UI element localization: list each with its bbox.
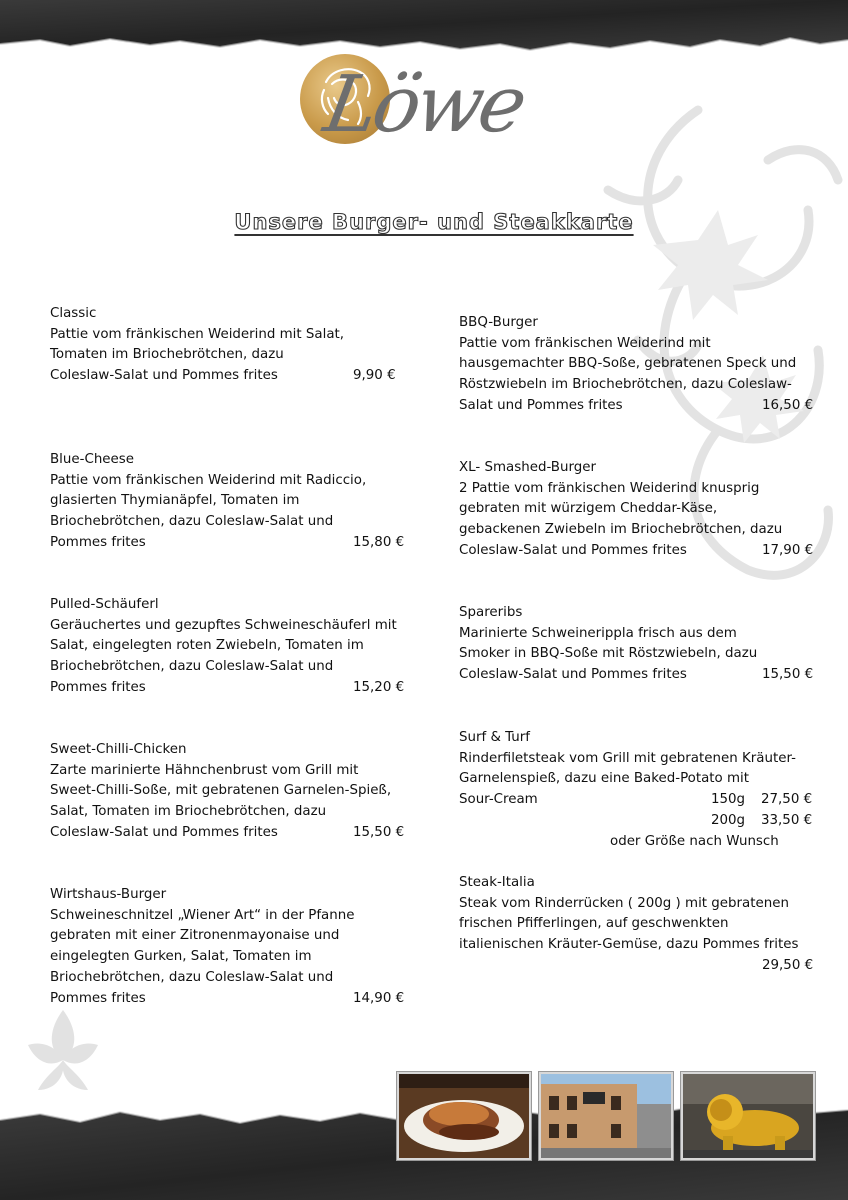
item-description-line: Salat und Pommes frites <box>459 397 623 413</box>
item-description-line: Schweineschnitzel „Wiener Art“ in der Pfanne <box>50 907 355 923</box>
item-description-line: Pommes frites <box>50 679 146 695</box>
item-description-line: Pattie vom fränkischen Weiderind mit <box>459 335 711 351</box>
item-description-line: Sour-Cream <box>459 792 538 808</box>
item-description-line: gebackenen Zwiebeln im Briochebrötchen, dazu <box>459 522 783 538</box>
menu-item-steak-italia <box>459 873 814 977</box>
item-size-note: oder Größe nach Wunsch <box>610 833 779 849</box>
item-description-line: Coleslaw-Salat und Pommes frites <box>459 542 687 558</box>
item-price: 15,50 € <box>353 824 405 840</box>
item-description-line: gebraten mit würzigem Cheddar-Käse, <box>459 501 718 517</box>
menu-item-xl-smashed-burger <box>459 458 814 562</box>
item-description-line: Rinderfiletsteak vom Grill mit gebratenen Kräuter- <box>459 750 796 766</box>
menu-item-wirtshaus-burger <box>50 885 405 1009</box>
item-description-line: eingelegten Gurken, Salat, Tomaten im <box>50 949 312 965</box>
item-price: 15,20 € <box>353 679 405 695</box>
item-name: Blue-Cheese <box>50 452 134 467</box>
logo-wordmark: Löwe <box>318 60 530 150</box>
item-name: Surf & Turf <box>459 730 531 745</box>
item-description-line: italienischen Kräuter-Gemüse, dazu Pommes frites <box>459 937 799 953</box>
menu-item-pulled-schaeuferl <box>50 595 405 699</box>
item-description-line: Salat, Tomaten im Briochebrötchen, dazu <box>50 804 327 820</box>
item-price: 14,90 € <box>353 990 405 1006</box>
item-price: 15,50 € <box>762 667 814 683</box>
item-description-line: frischen Pfifferlingen, auf geschwenkten <box>459 916 729 932</box>
item-name: Wirtshaus-Burger <box>50 887 167 902</box>
menu-item-sweet-chilli-chicken <box>50 740 405 844</box>
item-description-line: Steak vom Rinderrücken ( 200g ) mit gebratenen <box>459 895 789 911</box>
item-description-line: Sweet-Chilli-Soße, mit gebratenen Garnelen-Spieß, <box>50 783 392 799</box>
item-description-line: Zarte marinierte Hähnchenbrust vom Grill mit <box>50 762 359 778</box>
item-description-line: Coleslaw-Salat und Pommes frites <box>50 824 278 840</box>
item-price: 9,90 € <box>353 368 396 384</box>
item-name: BBQ-Burger <box>459 315 538 330</box>
item-description-line: glasierten Thymianäpfel, Tomaten im <box>50 493 300 509</box>
item-description-line: Briochebrötchen, dazu Coleslaw-Salat und <box>50 969 334 985</box>
item-description-line: Smoker in BBQ-Soße mit Röstzwiebeln, dazu <box>459 646 758 662</box>
item-description-line: Pommes frites <box>50 534 146 550</box>
item-price: 33,50 € <box>761 812 813 828</box>
item-description-line: Salat, eingelegten roten Zwiebeln, Tomaten im <box>50 638 364 654</box>
item-price: 27,50 € <box>761 792 813 808</box>
item-description-line: Briochebrötchen, dazu Coleslaw-Salat und <box>50 659 334 675</box>
item-description-line: Pattie vom fränkischen Weiderind mit Radiccio, <box>50 472 367 488</box>
item-name: Classic <box>50 306 97 321</box>
item-description-line: Marinierte Schweinerippla frisch aus dem <box>459 625 737 641</box>
item-description-line: Geräuchertes und gezupftes Schweineschäuferl mit <box>50 617 397 633</box>
item-description-line: Briochebrötchen, dazu Coleslaw-Salat und <box>50 514 334 530</box>
restaurant-logo <box>296 48 546 178</box>
item-description-line: Coleslaw-Salat und Pommes frites <box>50 368 278 384</box>
item-name: XL- Smashed-Burger <box>459 460 596 475</box>
item-description-line: Coleslaw-Salat und Pommes frites <box>459 667 687 683</box>
menu-item-blue-cheese <box>50 450 405 554</box>
item-description-line: Pattie vom fränkischen Weiderind mit Salat, <box>50 326 345 342</box>
item-description-line: Garnelenspieß, dazu eine Baked-Potato mit <box>459 771 750 787</box>
menu-heading: Unsere Burger- und Steakkarte <box>234 210 634 234</box>
item-description-line: Pommes frites <box>50 990 146 1006</box>
item-description-line: Tomaten im Briochebrötchen, dazu <box>50 347 284 363</box>
roast-dish-photo <box>397 1072 531 1160</box>
item-name: Steak-Italia <box>459 875 535 890</box>
golden-lion-statue-photo <box>681 1072 815 1160</box>
item-description-line: Röstzwiebeln im Briochebrötchen, dazu Coleslaw- <box>459 377 792 393</box>
item-size: 150g <box>711 792 746 808</box>
restaurant-building-photo <box>539 1072 673 1160</box>
item-description-line: gebraten mit einer Zitronenmayonaise und <box>50 928 340 944</box>
item-name: Sweet-Chilli-Chicken <box>50 742 187 757</box>
item-price: 16,50 € <box>762 397 814 413</box>
menu-item-bbq-burger <box>459 313 814 417</box>
item-name: Spareribs <box>459 605 523 620</box>
item-size: 200g <box>711 812 746 828</box>
menu-item-classic <box>50 304 396 387</box>
menu-item-spareribs <box>459 603 814 686</box>
item-price: 17,90 € <box>762 542 814 558</box>
menu-item-surf-and-turf <box>459 728 813 852</box>
item-price: 29,50 € <box>762 957 814 973</box>
item-price: 15,80 € <box>353 534 405 550</box>
item-description-line: hausgemachter BBQ-Soße, gebratenen Speck und <box>459 356 797 372</box>
item-description-line: 2 Pattie vom fränkischen Weiderind knusprig <box>459 480 760 496</box>
item-name: Pulled-Schäuferl <box>50 597 159 612</box>
